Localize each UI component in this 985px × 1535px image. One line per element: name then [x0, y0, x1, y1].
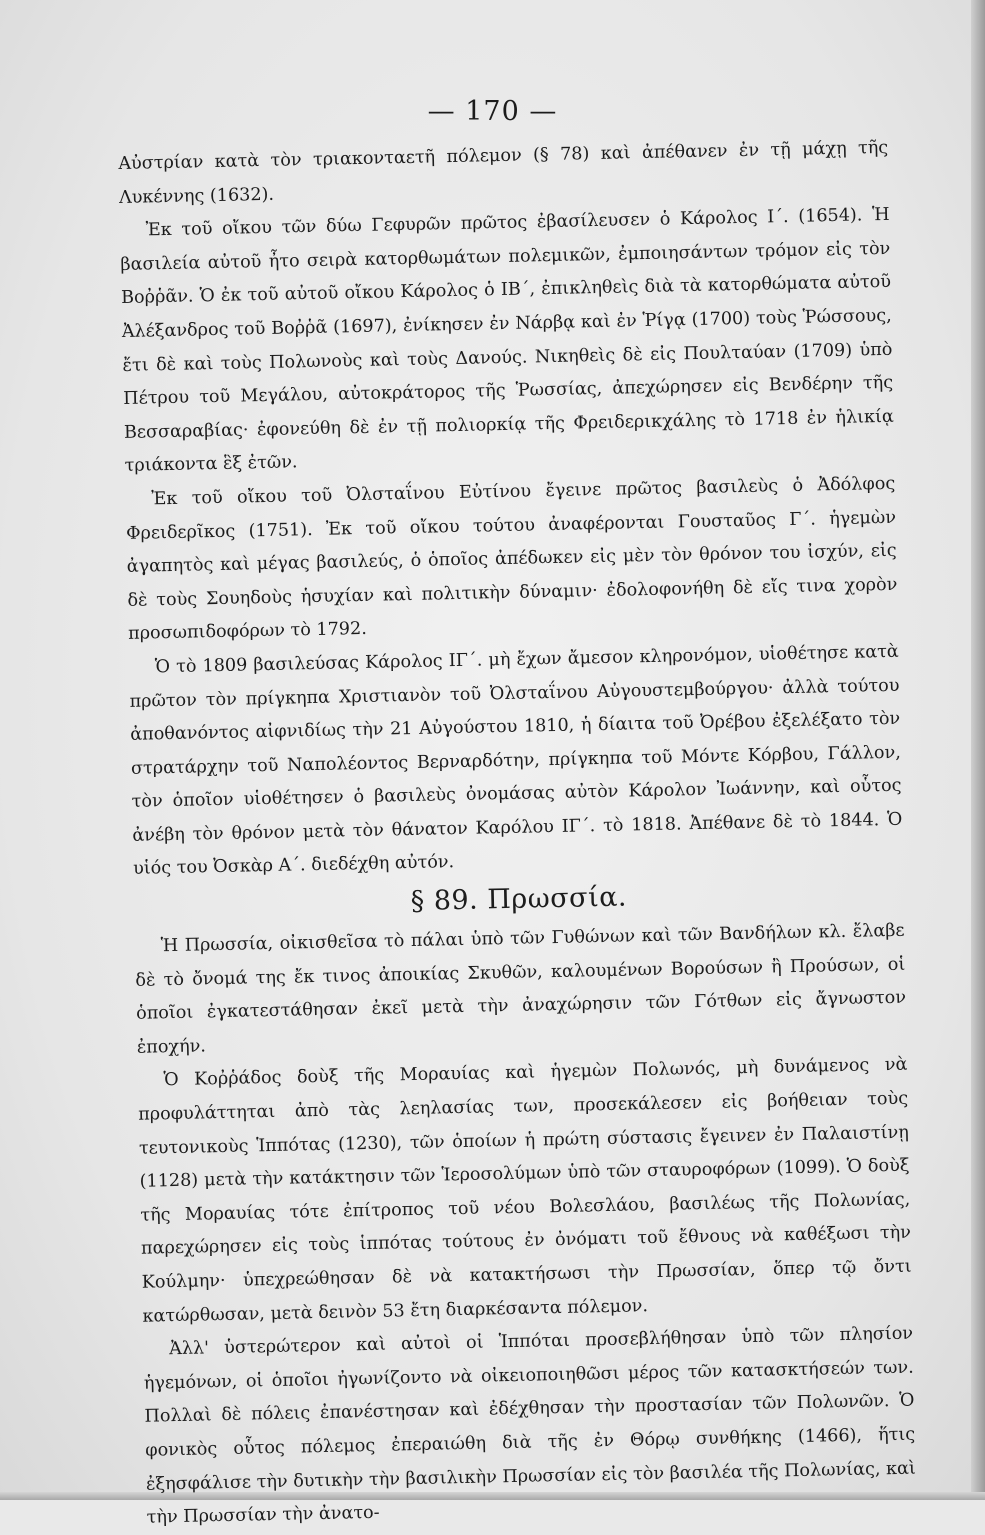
- paragraph: Ἐκ τοῦ οἴκου τῶν δύω Γεφυρῶν πρῶτος ἐβασίλευσεν ὁ Κάρολος Ι΄. (1654). Ἡ βασιλεία αὐτοῦ ἦτο σειρὰ κατορθωμάτων πολεμικῶν, ἐμποιησάντων τρόμον εἰς τὸν Βοῤῥᾶν. Ὁ ἐκ τοῦ αὐτοῦ οἴκου Κάρολος ὁ ΙΒ΄, ἐπικληθεὶς διὰ τὰ κατορθώματα αὐτοῦ Ἀλέξανδρος τοῦ Βοῤῥᾶ (1697), ἐνίκησεν ἐν Νάρβᾳ καὶ ἐν Ῥίγᾳ (1700) τοὺς Ῥώσσους, ἔτι δὲ καὶ τοὺς Πολωνοὺς καὶ τοὺς Δανούς. Νικηθεὶς δὲ εἰς Πουλταύαν (1709) ὑπὸ Πέτρου τοῦ Μεγάλου, αὐτοκράτορος τῆς Ῥωσσίας, ἀπεχώρησεν εἰς Βενδέρην τῆς Βεσσαραβίας· ἐφονεύθη δὲ ἐν τῇ πολιορκίᾳ τῆς Φρειδερικχάλης τὸ 1718 ἐν ἡλικίᾳ τριάκοντα ἓξ ἐτῶν.: [120, 205, 895, 477]
- body-text: [118, 132, 917, 1535]
- page-number: — 170 —: [427, 96, 558, 127]
- paragraph: Ὁ τὸ 1809 βασιλεύσας Κάρολος ΙΓ΄. μὴ ἔχων ἄμεσον κληρονόμον, υἱοθέτησε κατὰ πρῶτον τὸν πρίγκηπα Χριστιανὸν τοῦ Ὀλσταΐνου Αὐγουστεμβούργου· ἀλλὰ τούτου ἀποθανόντος αἰφνιδίως τὴν 21 Αὐγούστου 1810, ἡ δίαιτα τοῦ Ὀρέβου ἐξελέξατο τὸν στρατάρχην τοῦ Ναπολέοντος Βερναρδότην, πρίγκηπα τοῦ Μόντε Κόρβου, Γάλλον, τὸν ὁποῖον υἱοθέτησεν ὁ βασιλεὺς ὀνομάσας αὐτὸν Κάρολον Ἰωάννην, καὶ οὗτος ἀνέβη τὸν θρόνον μετὰ τὸν θάνατον Καρόλου ΙΓ΄. τὸ 1818. Ἀπέθανε δὲ τὸ 1844. Ὁ υἱός του Ὀσκὰρ Α΄. διεδέχθη αὐτόν.: [129, 641, 903, 880]
- paragraph-continued: Αὐστρίαν κατὰ τὸν τριακονταετῆ πόλεμον (§ 78) καὶ ἀπέθανεν ἐν τῇ μάχῃ τῆς Λυκέννης (1632).: [118, 137, 889, 208]
- page-edge-shadow: [971, 0, 985, 1500]
- paragraph: Ἡ Πρωσσία, οἰκισθεῖσα τὸ πάλαι ὑπὸ τῶν Γυθώνων καὶ τῶν Βανδήλων κλ. ἔλαβε δὲ τὸ ὄνομά της ἔκ τινος ἀποικίας Σκυθῶν, καλουμένων Βορούσων ἢ Προύσων, οἱ ὁποῖοι ἐγκατεστάθησαν ἐκεῖ μετὰ τὴν ἀναχώρησιν τῶν Γότθων εἰς ἄγνωστον ἐποχήν.: [135, 920, 907, 1058]
- paragraph: Ἐκ τοῦ οἴκου τοῦ Ὀλσταΐνου Εὐτίνου ἔγεινε πρῶτος βασιλεὺς ὁ Ἀδόλφος Φρειδερῖκος (1751). Ἐκ τοῦ οἴκου τούτου ἀναφέρονται Γουσταῦος Γ΄. ἡγεμὼν ἀγαπητὸς καὶ μέγας βασιλεύς, ὁ ὁποῖος ἀπέδωκεν εἰς μὲν τὸν θρόνον του ἰσχύν, εἰς δὲ τοὺς Σουηδοὺς ἡσυχίαν καὶ πολιτικὴν δύναμιν· ἐδολοφονήθη δὲ εἴς τινα χορὸν προσωπιδοφόρων τὸ 1792.: [125, 473, 898, 645]
- section-heading: § 89. Πρωσσία.: [410, 881, 628, 918]
- paragraph: Ἀλλ' ὑστερώτερον καὶ αὐτοὶ οἱ Ἱππόται προσεβλήθησαν ὑπὸ τῶν πλησίον ἡγεμόνων, οἱ ὁποῖοι ἠγωνίζοντο νὰ οἰκειοποιηθῶσι μέρος τῶν κατασκτήσεών των. Πολλαὶ δὲ πόλεις ἐπανέστησαν καὶ ἐδέχθησαν τὴν προστασίαν τῶν Πολωνῶν. Ὁ φονικὸς οὗτος πόλεμος ἐπεραιώθη διὰ τῆς ἐν Θόρῳ συνθήκης (1466), ἥτις ἐξησφάλισε τὴν δυτικὴν τὴν βασιλικὴν Πρωσσίαν εἰς τὸν βασιλέα τῆς Πολωνίας, καὶ τὴν Πρωσσίαν τὴν ἀνατο-: [143, 1323, 917, 1528]
- paragraph: Ὁ Κοῤῥάδος δοὺξ τῆς Μοραυίας καὶ ἡγεμὼν Πολωνός, μὴ δυνάμενος νὰ προφυλάττηται ἀπὸ τὰς λεηλασίας των, προσεκάλεσεν εἰς βοήθειαν τοὺς τευτονικοὺς Ἱππότας (1230), τῶν ὁποίων ἡ πρώτη σύστασις ἔγεινεν ἐν Παλαιστίνῃ (1128) μετὰ τὴν κατάκτησιν τῶν Ἱεροσολύμων ὑπὸ τῶν σταυροφόρων (1099). Ὁ δοὺξ τῆς Μοραυίας τότε ἐπίτροπος τοῦ νέου Βολεσλάου, βασιλέως τῆς Πολωνίας, παρεχώρησεν εἰς τοὺς ἱππότας τούτους ἐν ὀνόματι τοῦ ἔθνους νὰ καθέξωσι τὴν Κούλμην· ὑπεχρεώθησαν δὲ νὰ κατακτήσωσι τὴν Πρωσσίαν, ὅπερ τῷ ὄντι κατώρθωσαν, μετὰ δεινὸν 53 ἔτη διαρκέσαντα πόλεμον.: [138, 1055, 912, 1327]
